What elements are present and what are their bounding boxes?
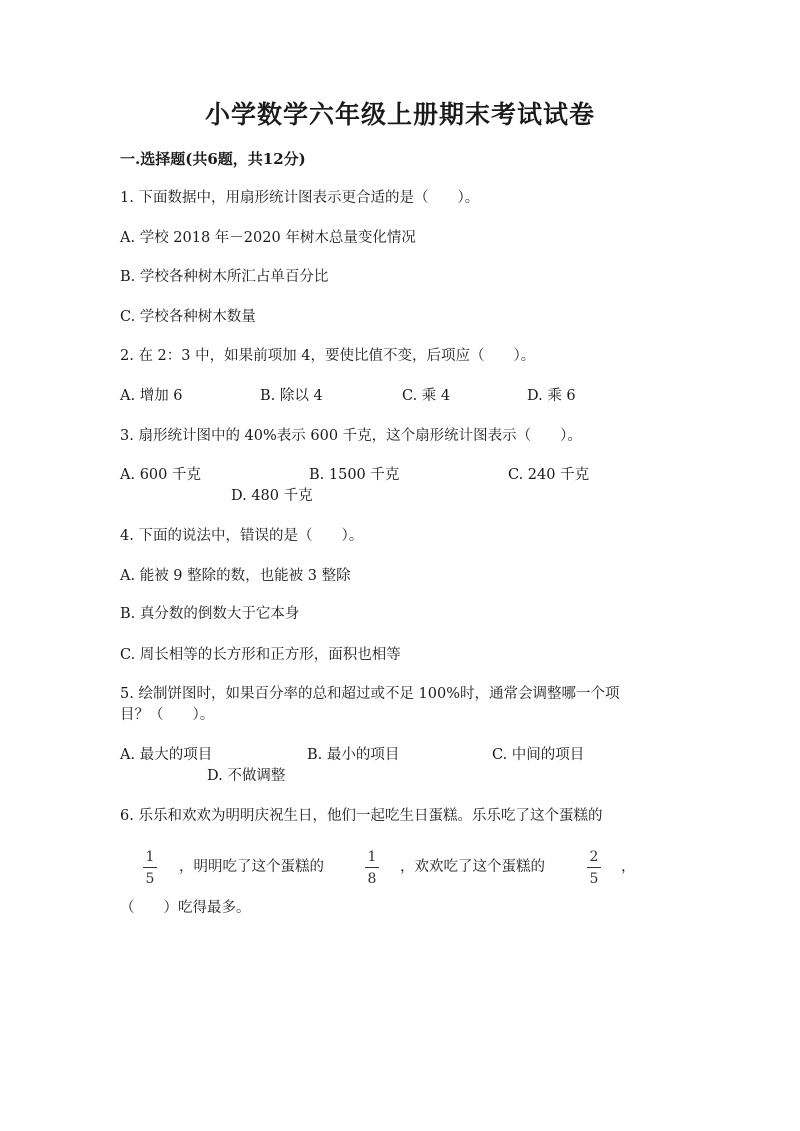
fraction-numerator: 1 — [367, 849, 377, 865]
fraction-one-fifth — [140, 848, 160, 888]
question-6-text-3: ， — [621, 859, 636, 875]
question-6-text-2: ，欢欢吃了这个蛋糕的 — [400, 859, 545, 875]
fraction-numerator: 1 — [145, 849, 155, 865]
question-5-option-c[interactable]: C. 中间的项目 — [492, 747, 585, 763]
question-2-stem: 2. 在 2：3 中，如果前项加 4，要使比值不变，后项应（ ）。 — [120, 348, 536, 364]
question-4-option-a[interactable]: A. 能被 9 整除的数，也能被 3 整除 — [120, 568, 351, 584]
question-4-option-c[interactable]: C. 周长相等的长方形和正方形，面积也相等 — [120, 647, 401, 663]
question-2-option-b[interactable]: B. 除以 4 — [260, 388, 323, 404]
question-3-option-b[interactable]: B. 1500 千克 — [309, 467, 400, 483]
question-5-stem-line-2: 目？（ ）。 — [120, 707, 215, 723]
question-4-option-b[interactable]: B. 真分数的倒数大于它本身 — [120, 606, 300, 622]
fraction-bar — [143, 867, 157, 868]
question-4-stem: 4. 下面的说法中，错误的是（ ）。 — [120, 528, 364, 544]
question-1-option-a[interactable]: A. 学校 2018 年－2020 年树木总量变化情况 — [120, 230, 416, 246]
fraction-denominator: 5 — [589, 871, 599, 887]
question-5-option-d[interactable]: D. 不做调整 — [207, 768, 286, 784]
fraction-bar — [587, 867, 601, 868]
question-1-option-b[interactable]: B. 学校各种树木所汇占单百分比 — [120, 269, 329, 285]
question-3-option-c[interactable]: C. 240 千克 — [508, 467, 590, 483]
question-5-stem-line-1: 5. 绘制饼图时，如果百分率的总和超过或不足 100%时，通常会调整哪一个项 — [120, 686, 620, 702]
question-3-option-a[interactable]: A. 600 千克 — [120, 467, 201, 483]
question-2-option-c[interactable]: C. 乘 4 — [402, 388, 451, 404]
question-5-option-b[interactable]: B. 最小的项目 — [307, 747, 400, 763]
fraction-denominator: 8 — [367, 871, 377, 887]
question-2-option-d[interactable]: D. 乘 6 — [527, 388, 576, 404]
question-3-option-d[interactable]: D. 480 千克 — [231, 488, 313, 504]
fraction-one-eighth — [362, 848, 382, 888]
question-5-option-a[interactable]: A. 最大的项目 — [120, 747, 213, 763]
fraction-numerator: 2 — [589, 849, 599, 865]
question-6-stem: 6. 乐乐和欢欢为明明庆祝生日，他们一起吃生日蛋糕。乐乐吃了这个蛋糕的 — [120, 808, 603, 824]
section-heading: 一.选择题(共6题，共12分) — [120, 150, 306, 168]
fraction-denominator: 5 — [145, 871, 155, 887]
question-6-text-1: ，明明吃了这个蛋糕的 — [179, 859, 324, 875]
question-6-tail: （ ）吃得最多。 — [120, 900, 251, 916]
fraction-two-fifths — [584, 848, 604, 888]
question-3-stem: 3. 扇形统计图中的 40%表示 600 千克，这个扇形统计图表示（ ）。 — [120, 428, 582, 444]
page-title: 小学数学六年级上册期末考试试卷 — [204, 100, 595, 129]
fraction-bar — [365, 867, 379, 868]
question-1-option-c[interactable]: C. 学校各种树木数量 — [120, 309, 256, 325]
question-1-stem: 1. 下面数据中，用扇形统计图表示更合适的是（ ）。 — [120, 190, 480, 206]
question-2-option-a[interactable]: A. 增加 6 — [120, 388, 183, 404]
